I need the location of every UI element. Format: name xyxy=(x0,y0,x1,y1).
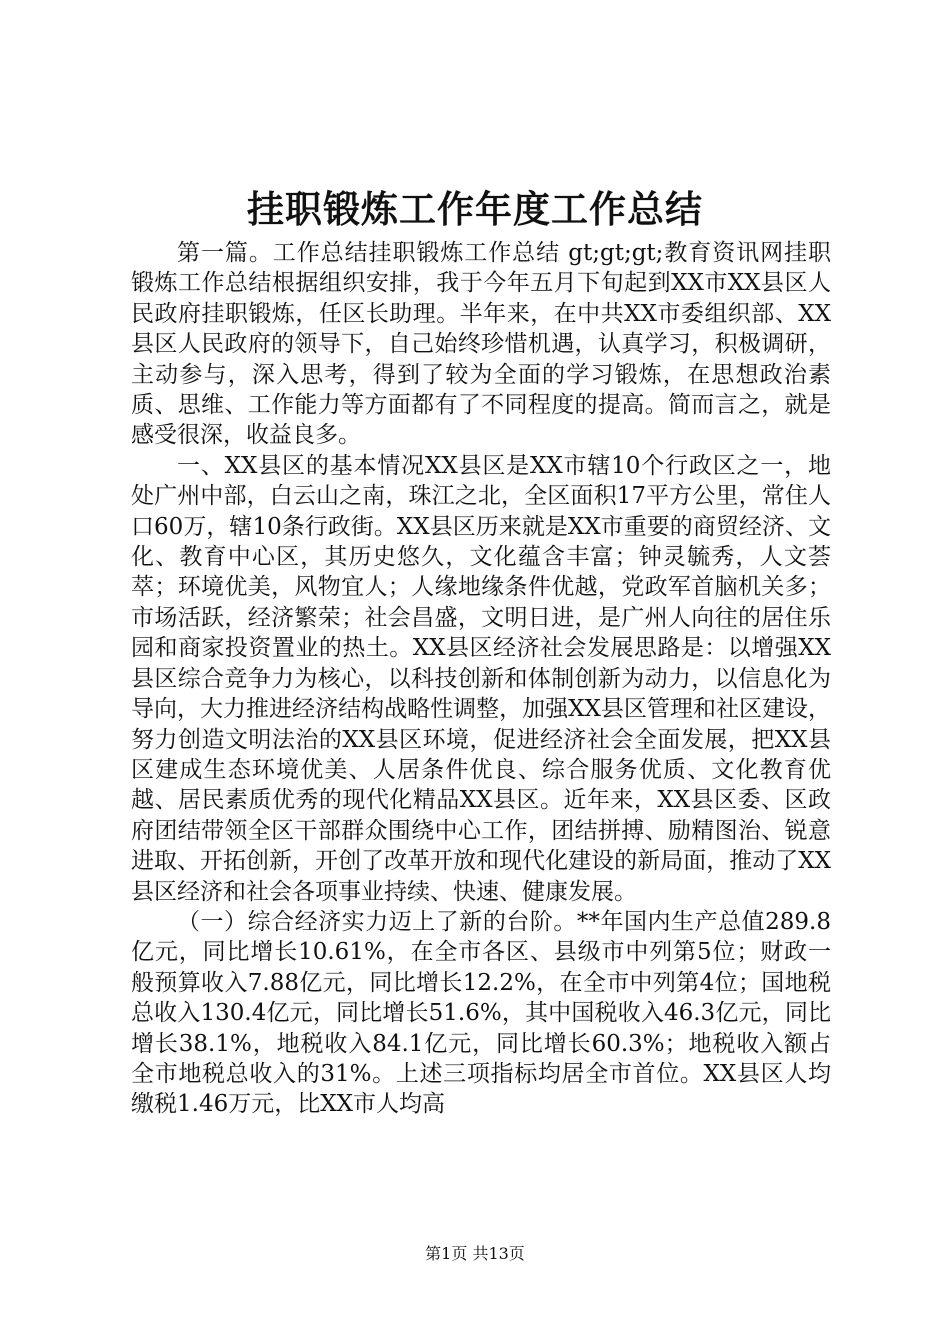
document-body xyxy=(131,238,831,1120)
paragraph-intro: 第一篇。工作总结挂职锻炼工作总结 gt;gt;gt;教育资讯网挂职锻炼工作总结根据组织安排，我于今年五月下旬起到XX市XX县区人民政府挂职锻炼，任区长助理。半年来，在中共XX市委组织部、XX县区人民政府的领导下，自己始终珍惜机遇，认真学习，积极调研，主动参与，深入思考，得到了较为全面的学习锻炼，在思想政治素质、思维、工作能力等方面都有了不同程度的提高。简而言之，就是感受很深，收益良多。 xyxy=(131,240,831,449)
paragraph-basic-situation: 一、XX县区的基本情况XX县区是XX市辖10个行政区之一，地处广州中部，白云山之南，珠江之北，全区面积17平方公里，常住人口60万，辖10条行政街。XX县区历来就是XX市重要的商贸经济、文化、教育中心区，其历史悠久，文化蕴含丰富；钟灵毓秀，人文荟萃；环境优美，风物宜人；人缘地缘条件优越，党政军首脑机关多；市场活跃，经济繁荣；社会昌盛，文明日进，是广州人向往的居住乐园和商家投资置业的热土。XX县区经济社会发展思路是：以增强XX县区综合竞争力为核心，以科技创新和体制创新为动力，以信息化为导向，大力推进经济结构战略性调整，加强XX县区管理和社区建设，努力创造文明法治的XX县区环境，促进经济社会全面发展，把XX县区建成生态环境优美、人居条件优良、综合服务优质、文化教育优越、居民素质优秀的现代化精品XX县区。近年来，XX县区委、区政府团结带领全区干部群众围绕中心工作，团结拼搏、励精图治、锐意进取、开拓创新，开创了改革开放和现代化建设的新局面，推动了XX县区经济和社会各项事业持续、快速、健康发展。 xyxy=(131,452,831,905)
document-title: 挂职锻炼工作年度工作总结 xyxy=(247,187,703,231)
paragraph-economic-strength: （一）综合经济实力迈上了新的台阶。**年国内生产总值289.8亿元，同比增长10.61%，在全市各区、县级市中列第5位；财政一般预算收入7.88亿元，同比增长12.2%，在全市中列第4位；国地税总收入130.4亿元，同比增长51.6%，其中国税收入46.3亿元，同比增长38.1%，地税收入84.1亿元，同比增长60.3%；地税收入额占全市地税总收入的31%。上述三项指标均居全市首位。XX县区人均缴税1.46万元，比XX市人均高 xyxy=(131,908,831,1118)
page-footer: 第1页 共13页 xyxy=(425,1244,525,1263)
